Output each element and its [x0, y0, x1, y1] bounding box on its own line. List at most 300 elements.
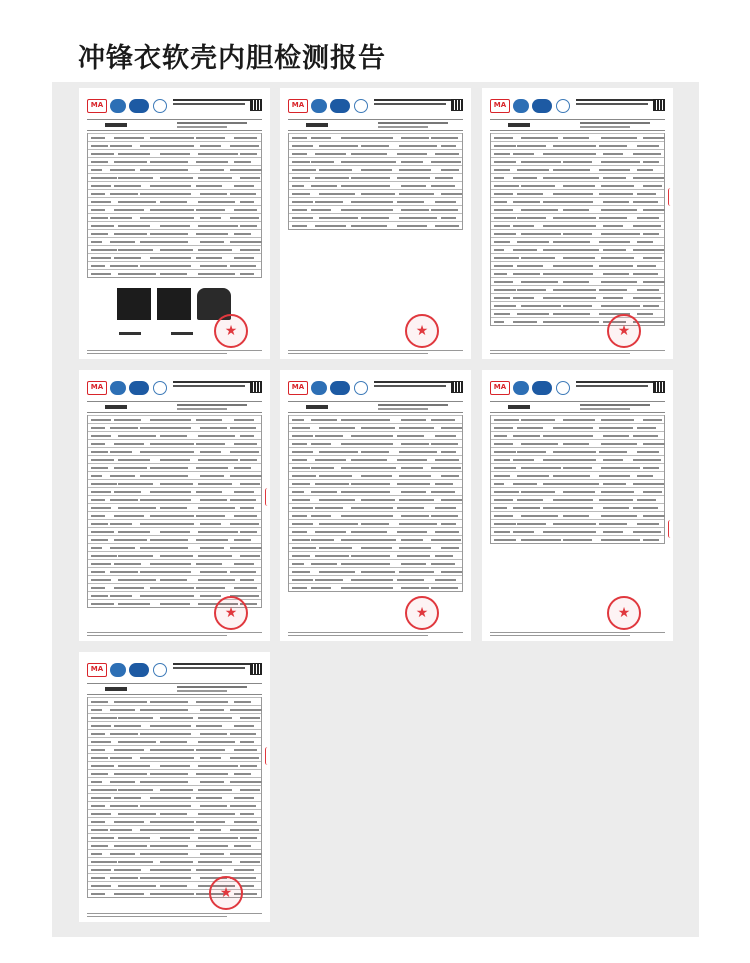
table-cell — [230, 145, 259, 147]
table-cell — [521, 305, 561, 307]
table-cell — [200, 169, 224, 171]
table-cell — [150, 539, 188, 541]
table-cell — [91, 451, 108, 453]
table-cell — [150, 233, 188, 235]
table-cell — [110, 145, 132, 147]
table-cell — [319, 475, 352, 477]
table-cell — [517, 217, 546, 219]
table-cell — [196, 515, 225, 517]
table-cell — [315, 177, 349, 179]
table-cell — [198, 153, 238, 155]
table-cell — [521, 443, 558, 445]
table-cell — [160, 765, 190, 767]
table-cell — [441, 547, 459, 549]
table-cell — [230, 427, 256, 429]
table-cell — [351, 555, 390, 557]
table-row — [289, 423, 462, 431]
table-cell — [494, 443, 513, 445]
table-cell — [341, 587, 393, 589]
table-cell — [240, 789, 260, 791]
ilac-logo-icon — [513, 99, 529, 113]
table-cell — [240, 249, 260, 251]
table-row — [88, 173, 261, 181]
cnas-logo-icon — [330, 381, 350, 395]
table-cell — [315, 201, 343, 203]
table-cell — [553, 499, 593, 501]
table-cell — [633, 297, 661, 299]
table-cell — [292, 451, 313, 453]
table-cell — [234, 773, 251, 775]
table-cell — [397, 579, 424, 581]
table-cell — [599, 241, 630, 243]
table-cell — [140, 451, 194, 453]
table-cell — [351, 579, 393, 581]
table-cell — [494, 161, 516, 163]
table-cell — [198, 201, 235, 203]
qr-code-icon — [250, 381, 262, 393]
table-cell — [91, 499, 105, 501]
table-cell — [196, 257, 222, 259]
table-cell — [517, 241, 549, 243]
table-cell — [91, 249, 117, 251]
table-cell — [140, 145, 194, 147]
table-cell — [91, 523, 108, 525]
table-cell — [200, 241, 224, 243]
table-cell — [240, 273, 254, 275]
table-row — [491, 237, 664, 245]
cnas-logo-icon — [129, 381, 149, 395]
table-cell — [140, 265, 191, 267]
table-cell — [494, 153, 510, 155]
table-row — [491, 229, 664, 237]
table-cell — [160, 603, 190, 605]
table-cell — [230, 853, 262, 855]
table-cell — [234, 419, 254, 421]
table-cell — [240, 459, 257, 461]
table-cell — [114, 539, 147, 541]
table-cell — [160, 249, 193, 251]
table-cell — [311, 209, 331, 211]
table-cell — [91, 273, 111, 275]
table-cell — [521, 257, 555, 259]
cnas-logo-icon — [330, 99, 350, 113]
table-cell — [150, 257, 191, 259]
cnas-logo-icon — [532, 99, 552, 113]
table-cell — [196, 491, 222, 493]
table-cell — [292, 169, 316, 171]
table-cell — [160, 153, 190, 155]
table-cell — [543, 249, 599, 251]
table-cell — [319, 547, 352, 549]
report-footer — [87, 911, 262, 917]
table-cell — [399, 193, 434, 195]
cma-logo-icon: MA — [490, 99, 510, 113]
table-cell — [196, 587, 225, 589]
table-cell — [319, 499, 355, 501]
table-row — [88, 229, 261, 237]
table-cell — [517, 265, 543, 267]
table-cell — [637, 217, 659, 219]
table-cell — [521, 419, 555, 421]
table-cell — [441, 499, 462, 501]
table-cell — [361, 193, 395, 195]
table-cell — [140, 475, 188, 477]
seal-logo-icon — [556, 99, 570, 113]
report-page-4[interactable] — [79, 370, 270, 641]
table-cell — [150, 209, 194, 211]
table-cell — [521, 467, 561, 469]
table-cell — [91, 789, 117, 791]
table-cell — [435, 201, 456, 203]
table-cell — [292, 225, 307, 227]
table-cell — [198, 507, 235, 509]
table-cell — [319, 145, 358, 147]
table-cell — [240, 717, 260, 719]
report-header — [288, 379, 463, 401]
table-row — [88, 511, 261, 519]
table-row — [289, 133, 462, 141]
table-cell — [311, 563, 337, 565]
table-cell — [198, 741, 235, 743]
table-cell — [114, 773, 147, 775]
table-cell — [140, 571, 191, 573]
table-cell — [401, 587, 429, 589]
table-cell — [517, 289, 546, 291]
table-cell — [435, 507, 456, 509]
table-row — [289, 181, 462, 189]
table-cell — [431, 161, 461, 163]
cma-logo-icon: MA — [87, 381, 107, 395]
table-cell — [401, 443, 429, 445]
table-row — [491, 149, 664, 157]
table-cell — [494, 201, 507, 203]
table-cell — [563, 305, 592, 307]
table-row — [289, 173, 462, 181]
table-cell — [110, 829, 132, 831]
table-cell — [292, 193, 310, 195]
table-cell — [91, 459, 114, 461]
table-cell — [563, 515, 589, 517]
table-cell — [110, 877, 138, 879]
table-row — [88, 189, 261, 197]
table-cell — [110, 757, 132, 759]
table-cell — [198, 483, 232, 485]
table-cell — [319, 169, 352, 171]
report-footer — [288, 630, 463, 636]
table-cell — [110, 709, 135, 711]
table-cell — [234, 539, 251, 541]
table-cell — [292, 499, 310, 501]
table-cell — [150, 443, 194, 445]
table-cell — [91, 749, 105, 751]
table-cell — [521, 491, 555, 493]
table-cell — [114, 749, 144, 751]
table-cell — [240, 225, 257, 227]
table-cell — [563, 443, 589, 445]
table-cell — [637, 265, 656, 267]
table-cell — [91, 225, 114, 227]
table-row — [491, 463, 664, 471]
table-cell — [91, 829, 108, 831]
table-cell — [196, 137, 225, 139]
table-cell — [517, 169, 549, 171]
table-cell — [517, 193, 543, 195]
table-cell — [118, 507, 156, 509]
table-row — [88, 745, 261, 753]
table-cell — [401, 539, 423, 541]
table-cell — [603, 249, 626, 251]
table-cell — [91, 467, 108, 469]
table-cell — [118, 483, 153, 485]
table-cell — [399, 523, 437, 525]
table-cell — [521, 539, 561, 541]
table-cell — [91, 555, 117, 557]
table-cell — [494, 281, 513, 283]
table-cell — [160, 225, 190, 227]
table-cell — [399, 571, 434, 573]
table-cell — [292, 419, 304, 421]
table-cell — [397, 435, 424, 437]
table-row — [289, 511, 462, 519]
table-cell — [543, 459, 596, 461]
red-stamp-icon — [405, 314, 439, 348]
table-cell — [196, 845, 228, 847]
table-cell — [633, 249, 664, 251]
table-cell — [110, 571, 138, 573]
table-cell — [311, 491, 337, 493]
table-cell — [118, 249, 153, 251]
table-cell — [140, 805, 191, 807]
signature-mark — [171, 332, 193, 335]
table-cell — [637, 169, 653, 171]
table-cell — [311, 515, 331, 517]
table-cell — [599, 217, 627, 219]
table-cell — [513, 201, 540, 203]
table-row — [289, 415, 462, 423]
table-cell — [401, 209, 429, 211]
report-subheader — [87, 683, 262, 695]
table-cell — [341, 491, 390, 493]
table-cell — [198, 177, 232, 179]
table-cell — [494, 483, 504, 485]
report-footer — [87, 348, 262, 354]
table-cell — [160, 741, 187, 743]
table-cell — [601, 281, 637, 283]
report-table — [87, 415, 262, 608]
table-cell — [150, 563, 191, 565]
table-row — [88, 439, 261, 447]
table-cell — [601, 419, 634, 421]
table-cell — [517, 499, 543, 501]
table-cell — [361, 571, 395, 573]
table-row — [88, 237, 261, 245]
table-cell — [441, 427, 462, 429]
table-cell — [517, 451, 546, 453]
table-cell — [401, 563, 426, 565]
report-subheader — [87, 119, 262, 131]
table-cell — [494, 177, 504, 179]
report-page-5[interactable] — [280, 370, 471, 641]
table-cell — [91, 837, 114, 839]
table-cell — [118, 153, 150, 155]
report-page-2[interactable] — [280, 88, 471, 359]
table-cell — [196, 443, 225, 445]
table-cell — [494, 185, 519, 187]
table-cell — [160, 861, 193, 863]
table-cell — [315, 531, 346, 533]
table-cell — [494, 257, 519, 259]
table-cell — [543, 201, 593, 203]
table-cell — [234, 137, 257, 139]
table-cell — [494, 499, 513, 501]
table-cell — [118, 531, 150, 533]
table-cell — [91, 483, 117, 485]
table-cell — [292, 209, 307, 211]
report-table — [288, 133, 463, 230]
table-row — [88, 447, 261, 455]
qr-code-icon — [451, 381, 463, 393]
table-cell — [401, 161, 423, 163]
table-cell — [494, 273, 507, 275]
table-cell — [198, 789, 232, 791]
table-cell — [198, 861, 232, 863]
table-cell — [118, 837, 150, 839]
table-cell — [200, 709, 224, 711]
table-cell — [160, 885, 187, 887]
table-cell — [198, 837, 238, 839]
table-cell — [292, 443, 307, 445]
red-stamp-icon — [214, 314, 248, 348]
table-cell — [494, 491, 519, 493]
table-cell — [91, 733, 105, 735]
table-cell — [114, 419, 141, 421]
table-row — [289, 551, 462, 559]
report-page-6[interactable] — [482, 370, 673, 641]
table-cell — [234, 209, 257, 211]
table-row — [289, 535, 462, 543]
table-row — [88, 753, 261, 761]
table-cell — [114, 893, 144, 895]
table-row — [491, 423, 664, 431]
table-cell — [230, 829, 259, 831]
table-cell — [234, 749, 257, 751]
table-row — [491, 293, 664, 301]
table-row — [88, 149, 261, 157]
cnas-logo-icon — [129, 99, 149, 113]
report-page-3[interactable] — [482, 88, 673, 359]
seal-logo-icon — [354, 381, 368, 395]
report-header — [490, 97, 665, 119]
table-cell — [240, 507, 254, 509]
table-cell — [351, 459, 387, 461]
table-cell — [603, 483, 626, 485]
table-cell — [292, 523, 313, 525]
table-cell — [230, 241, 262, 243]
table-cell — [361, 547, 392, 549]
table-cell — [441, 475, 459, 477]
table-cell — [643, 233, 659, 235]
table-cell — [292, 507, 313, 509]
table-row — [88, 221, 261, 229]
table-cell — [118, 741, 156, 743]
report-page-1[interactable] — [79, 88, 270, 359]
cma-logo-icon: MA — [87, 99, 107, 113]
ilac-logo-icon — [311, 99, 327, 113]
table-cell — [637, 523, 659, 525]
table-cell — [633, 273, 658, 275]
table-cell — [431, 467, 461, 469]
table-row — [289, 471, 462, 479]
table-row — [289, 495, 462, 503]
table-cell — [292, 515, 307, 517]
table-cell — [399, 547, 431, 549]
report-page-7[interactable] — [79, 652, 270, 922]
table-cell — [200, 805, 227, 807]
table-cell — [441, 451, 456, 453]
red-stamp-icon — [214, 596, 248, 630]
table-cell — [200, 145, 221, 147]
table-row — [289, 189, 462, 197]
table-cell — [599, 475, 630, 477]
table-cell — [361, 523, 389, 525]
table-cell — [91, 717, 117, 719]
report-footer — [490, 348, 665, 354]
table-cell — [91, 797, 111, 799]
table-cell — [431, 209, 458, 211]
ilac-logo-icon — [110, 381, 126, 395]
table-cell — [633, 507, 658, 509]
table-row — [289, 479, 462, 487]
table-cell — [513, 153, 534, 155]
table-cell — [240, 177, 260, 179]
table-cell — [234, 443, 257, 445]
table-row — [88, 583, 261, 591]
table-cell — [315, 153, 346, 155]
table-row — [88, 833, 261, 841]
organization-name — [173, 99, 253, 107]
table-cell — [196, 821, 225, 823]
table-cell — [603, 201, 629, 203]
table-cell — [118, 603, 150, 605]
table-row — [289, 431, 462, 439]
table-cell — [401, 467, 423, 469]
table-cell — [240, 813, 254, 815]
table-cell — [643, 305, 659, 307]
table-cell — [91, 603, 114, 605]
table-cell — [553, 427, 593, 429]
table-cell — [140, 709, 188, 711]
table-row — [88, 777, 261, 785]
table-cell — [150, 821, 194, 823]
table-row — [88, 535, 261, 543]
organization-name — [576, 99, 656, 107]
table-cell — [513, 483, 537, 485]
table-cell — [513, 531, 534, 533]
table-cell — [517, 145, 546, 147]
fabric-sample-image — [117, 288, 237, 322]
report-footer — [490, 630, 665, 636]
table-cell — [292, 161, 310, 163]
table-cell — [513, 249, 537, 251]
table-row — [491, 285, 664, 293]
table-cell — [91, 419, 111, 421]
table-cell — [292, 571, 310, 573]
table-row — [88, 801, 261, 809]
table-cell — [196, 773, 228, 775]
table-cell — [521, 161, 561, 163]
table-cell — [91, 435, 111, 437]
table-cell — [603, 297, 623, 299]
